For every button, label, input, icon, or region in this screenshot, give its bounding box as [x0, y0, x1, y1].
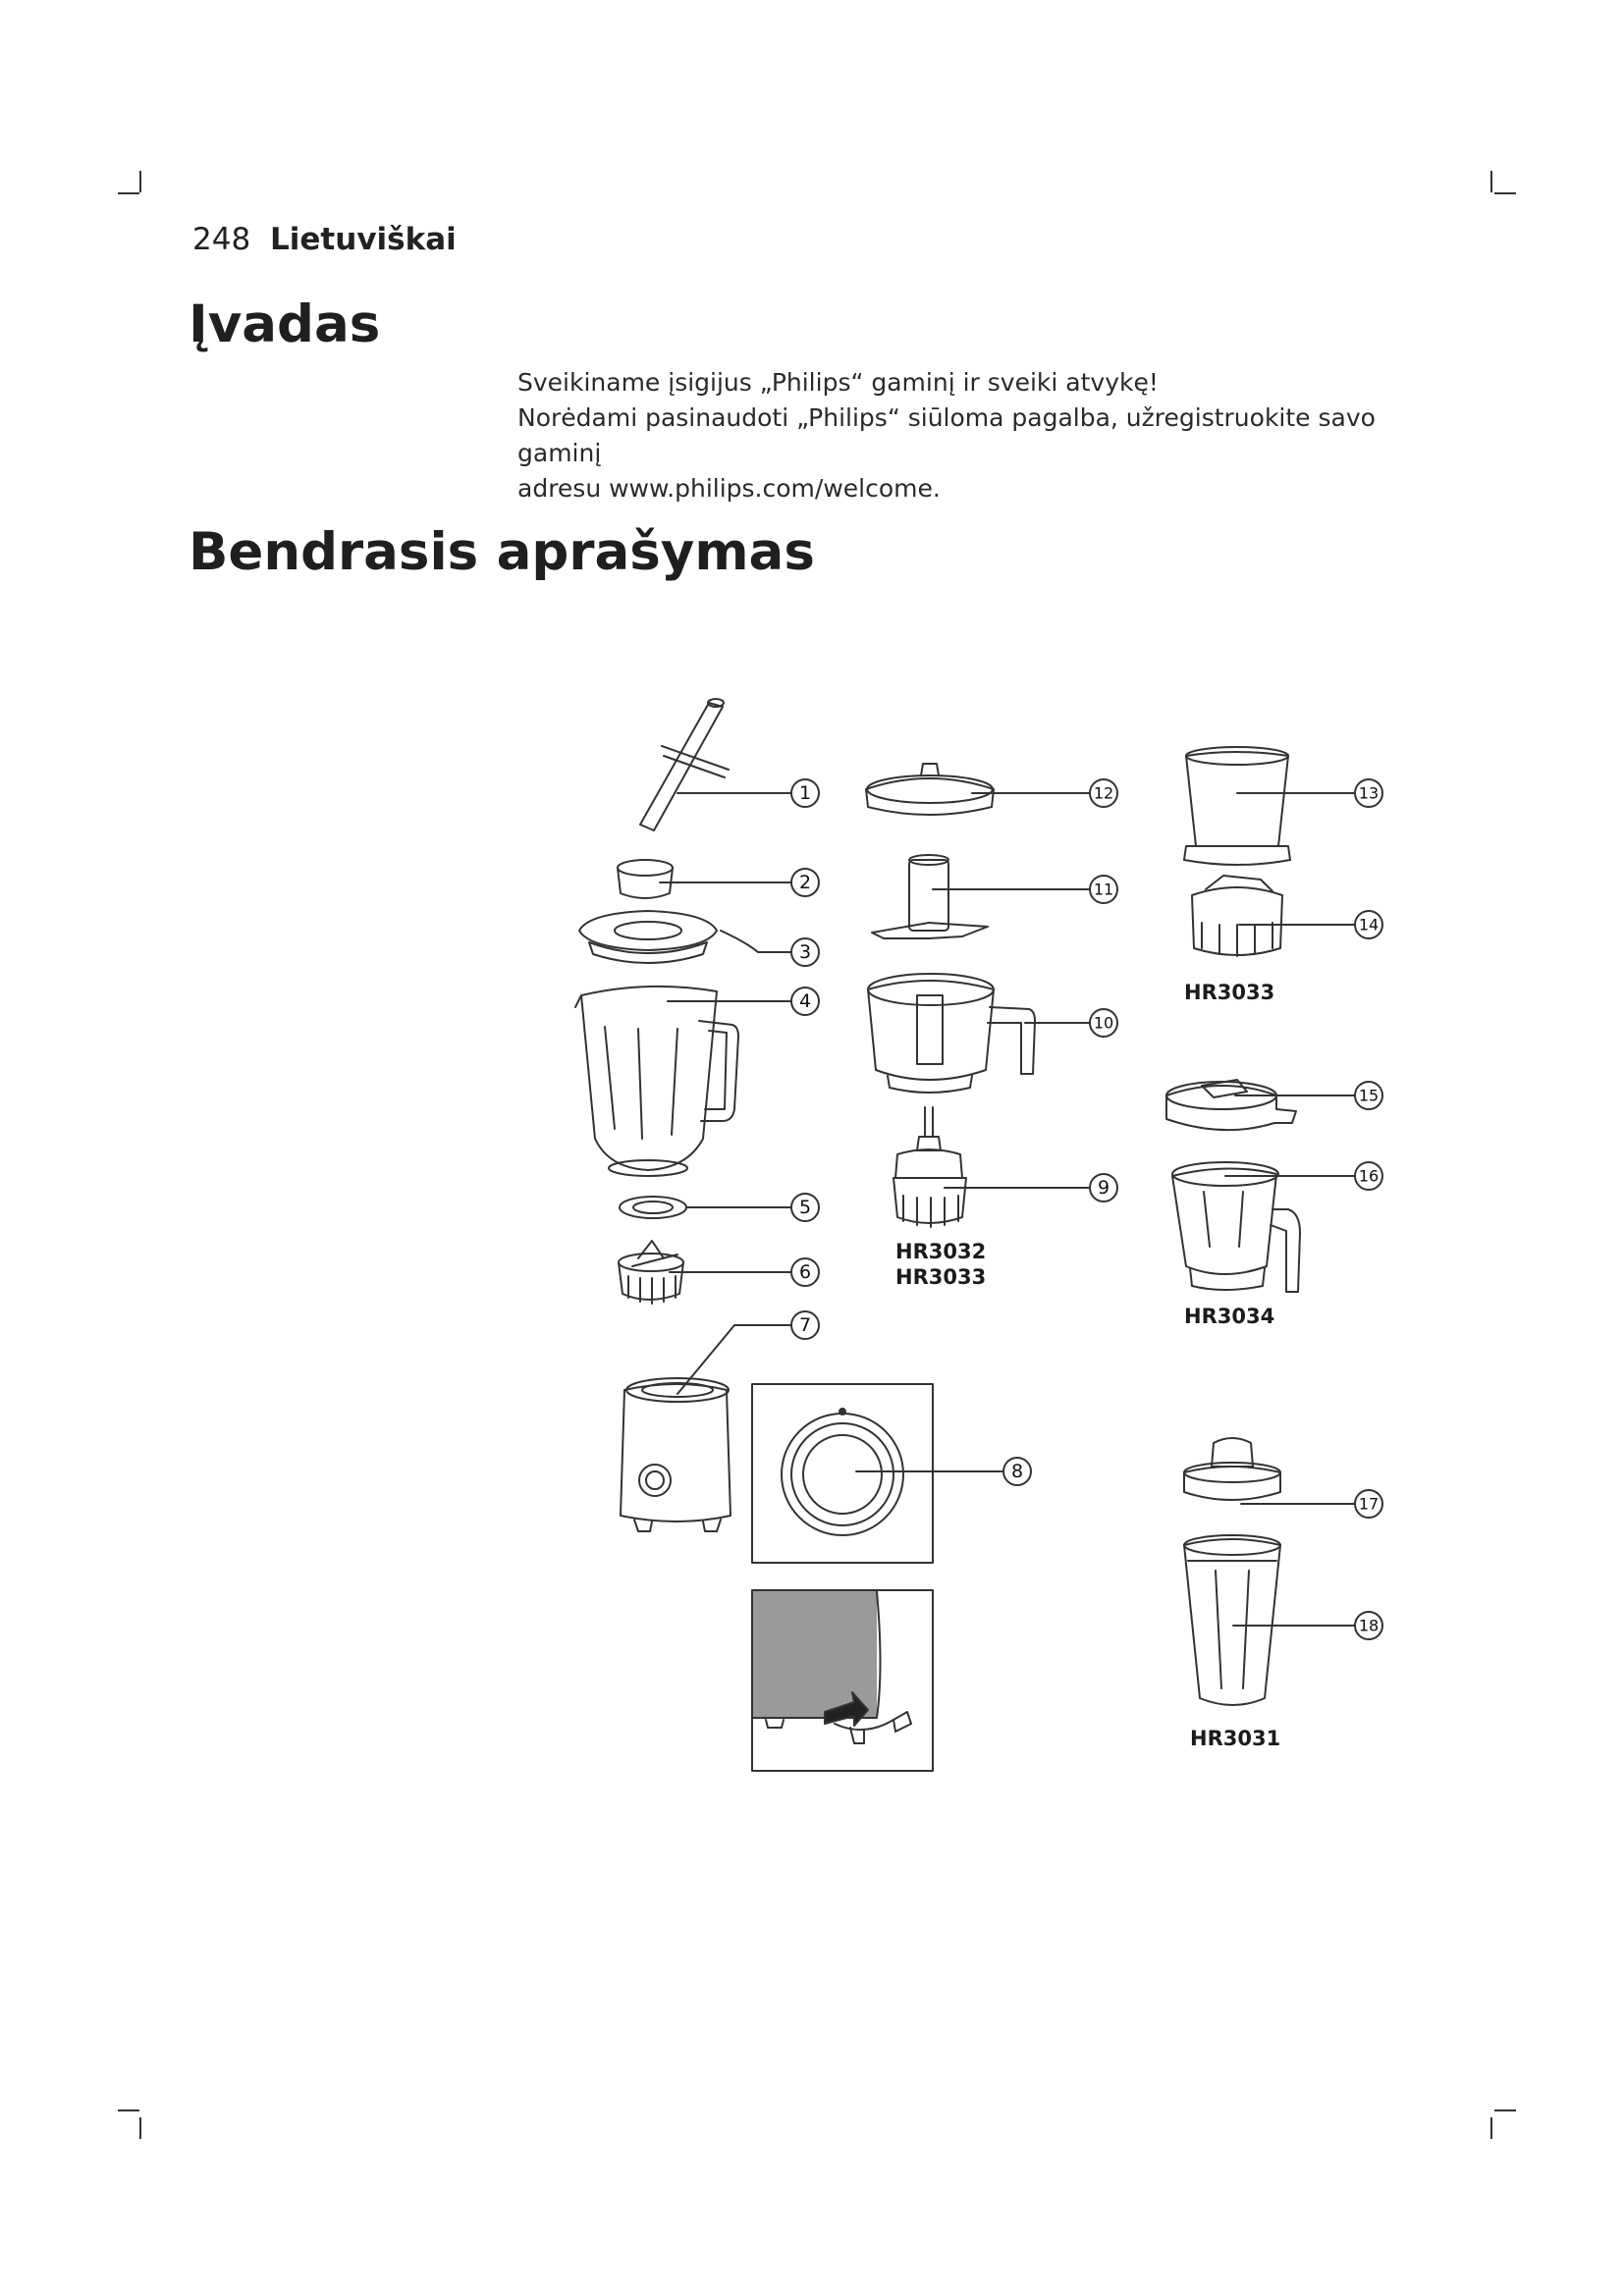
- model-label-hr3031: HR3031: [1190, 1727, 1281, 1750]
- chopper-lid-drawing: [866, 764, 994, 815]
- intro-line: Sveikiname įsigijus „Philips“ gaminį ir sveiki atvykę!: [517, 368, 1159, 397]
- callout-18: 18: [1358, 1616, 1380, 1635]
- model-label-hr3032: HR3032: [895, 1240, 987, 1263]
- callout-2: 2: [798, 872, 812, 893]
- control-knob-panel-drawing: [752, 1384, 933, 1563]
- callout-16: 16: [1358, 1166, 1380, 1186]
- blender-lid-drawing: [579, 911, 717, 963]
- callout-11: 11: [1093, 880, 1114, 899]
- callout-1: 1: [798, 782, 812, 804]
- intro-line: adresu www.philips.com/welcome.: [517, 474, 941, 503]
- to-go-lid-drawing: [1184, 1438, 1280, 1500]
- callout-10: 10: [1093, 1013, 1114, 1033]
- page-number: 248: [192, 222, 251, 257]
- callout-7: 7: [798, 1314, 812, 1336]
- sealing-ring-drawing: [620, 1197, 686, 1218]
- spindle-unit-drawing: [893, 1107, 966, 1227]
- intro-line: Norėdami pasinaudoti „Philips“ siūloma pagalba, užregistruokite savo gaminį: [517, 403, 1376, 467]
- grinder-cup-drawing: [1184, 747, 1290, 865]
- callout-14: 14: [1358, 915, 1380, 934]
- callout-13: 13: [1358, 783, 1380, 803]
- callout-12: 12: [1093, 783, 1114, 803]
- intro-heading: Įvadas: [189, 294, 381, 354]
- to-go-cup-drawing: [1184, 1535, 1280, 1705]
- chopper-bowl-drawing: [868, 974, 1035, 1093]
- callout-9: 9: [1097, 1177, 1110, 1199]
- mill-jar-drawing: [1172, 1162, 1300, 1292]
- mill-jar-lid-drawing: [1166, 1080, 1296, 1130]
- measuring-cup-drawing: [618, 860, 673, 898]
- model-label-hr3034: HR3034: [1184, 1305, 1275, 1328]
- callout-4: 4: [798, 990, 812, 1012]
- callout-3: 3: [798, 941, 812, 963]
- model-label-hr3033: HR3033: [895, 1265, 987, 1289]
- milling-blade-drawing: [1192, 876, 1282, 956]
- cord-storage-panel-drawing: [752, 1590, 933, 1771]
- chopper-blade-drawing: [872, 855, 988, 938]
- motor-unit-drawing: [621, 1378, 731, 1531]
- page-language: Lietuviškai: [270, 222, 457, 257]
- callout-8: 8: [1010, 1461, 1024, 1482]
- callout-6: 6: [798, 1261, 812, 1283]
- callout-15: 15: [1358, 1086, 1380, 1105]
- model-label-hr3033: HR3033: [1184, 981, 1275, 1004]
- callout-5: 5: [798, 1197, 812, 1218]
- blender-jar-drawing: [575, 987, 738, 1176]
- overview-heading: Bendrasis aprašymas: [189, 522, 815, 582]
- callout-17: 17: [1358, 1494, 1380, 1514]
- tamper-drawing: [640, 699, 729, 830]
